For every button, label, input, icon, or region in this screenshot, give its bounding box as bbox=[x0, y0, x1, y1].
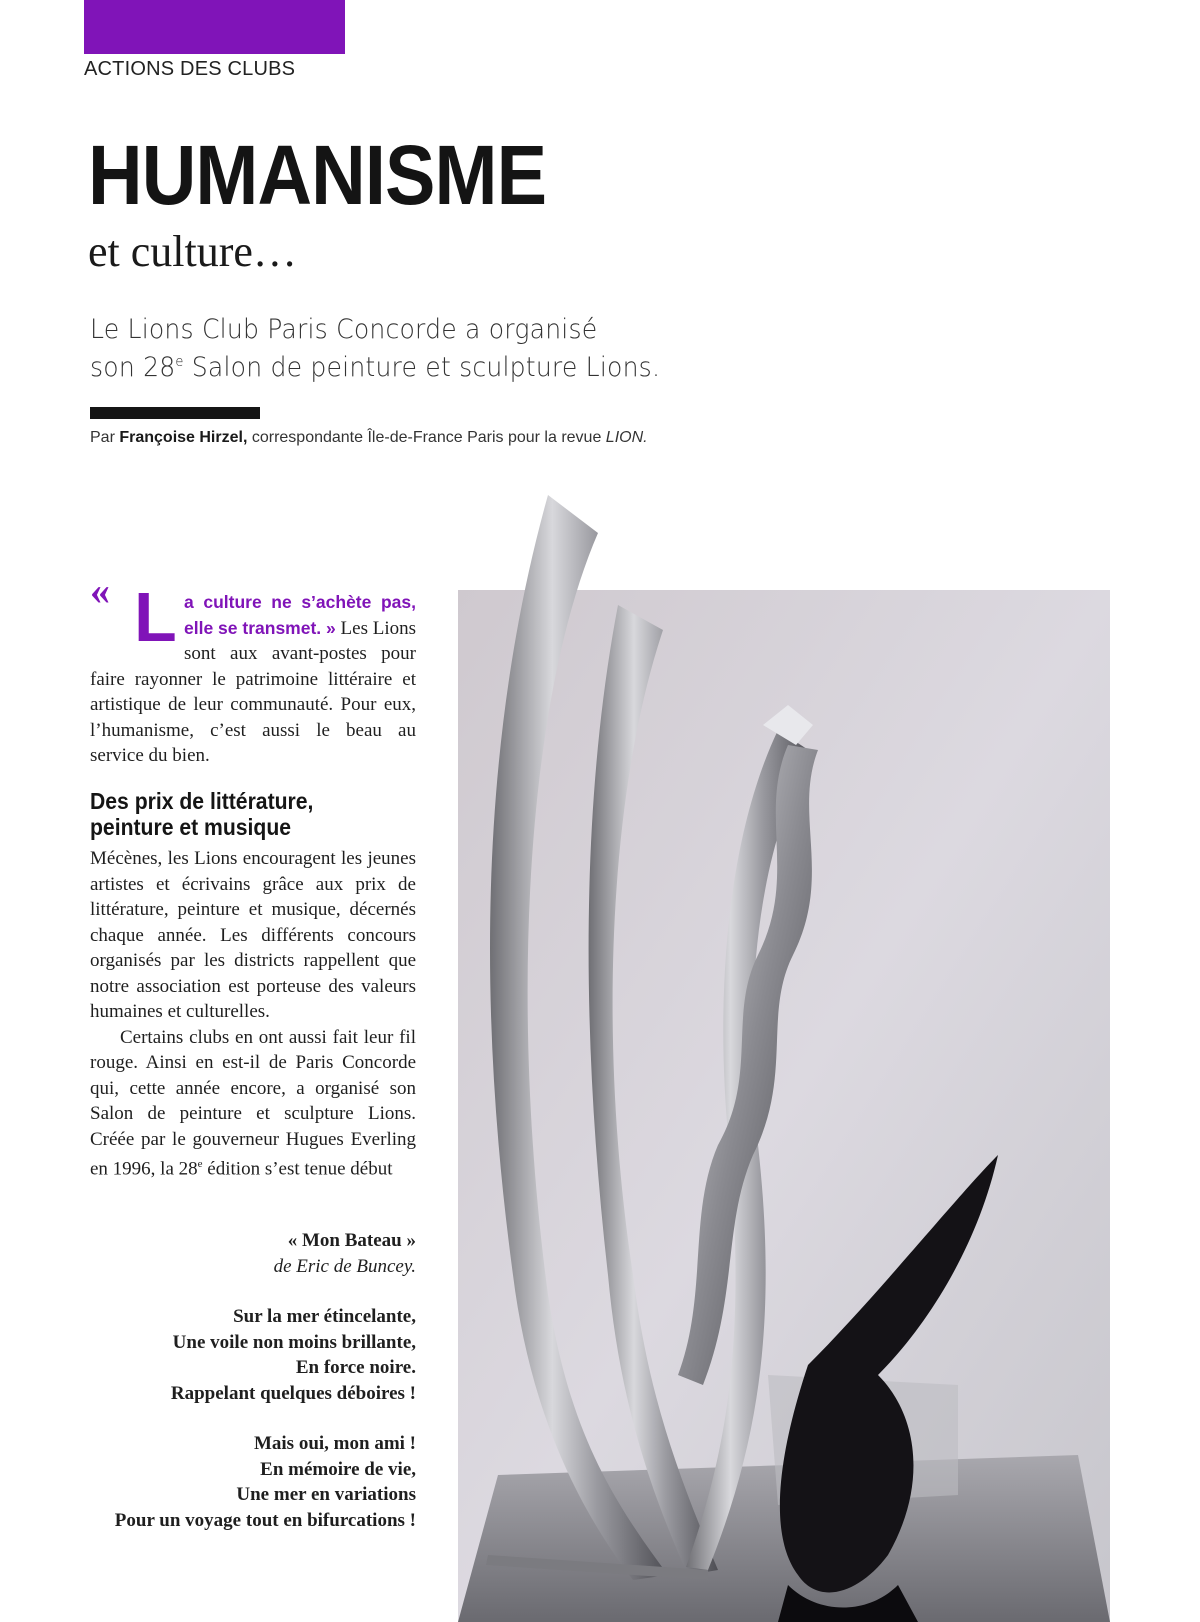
article-lead bbox=[90, 313, 660, 384]
lead-superscript: e bbox=[175, 354, 184, 370]
body-text: Certains clubs en ont aussi fait leur fil rouge. Ainsi en est-il de Paris Concorde qui, cette année encore, a organisé son Salon de peinture et sculpture Lions. Créée par le gouverneur Hugues Everling en 1996, la 28 bbox=[90, 1026, 416, 1180]
poem-title: « Mon Bateau » bbox=[287, 1230, 416, 1251]
poem-line: Mais oui, mon ami ! bbox=[253, 1433, 416, 1454]
drop-cap: L bbox=[134, 578, 177, 656]
byline-role: correspondante Île-de-France Paris pour la revue bbox=[247, 429, 606, 446]
lead-text: son 28 bbox=[90, 352, 176, 383]
body-paragraph bbox=[90, 1025, 416, 1182]
lead-line-1: Le Lions Club Paris Concorde a organisé bbox=[90, 314, 598, 345]
poem-author: de Eric de Buncey. bbox=[273, 1255, 416, 1277]
poem-stanza-1 bbox=[90, 1304, 416, 1406]
section-heading: Des prix de littérature, peinture et musique bbox=[90, 788, 314, 840]
byline bbox=[90, 429, 648, 447]
poem-line: En mémoire de vie, bbox=[260, 1458, 416, 1480]
article-body bbox=[90, 846, 416, 1182]
poem-line: Une mer en variations bbox=[236, 1484, 416, 1505]
byline-author: Françoise Hirzel, bbox=[119, 429, 248, 446]
byline-magazine: LION. bbox=[605, 429, 648, 446]
body-text: édition s’est tenue début bbox=[202, 1158, 393, 1180]
section-color-bar bbox=[84, 0, 345, 54]
poem-line: Une voile non moins brillante, bbox=[172, 1331, 416, 1353]
poem bbox=[90, 1228, 416, 1558]
poem-stanza-2 bbox=[90, 1431, 416, 1533]
divider-bar bbox=[90, 407, 260, 419]
intro-paragraph bbox=[90, 568, 417, 769]
lead-line-2 bbox=[90, 346, 660, 384]
intro-body: Les Lions sont aux avant-postes pour faire rayonner le patrimoine littéraire et artistique de leur communauté. Pour eux, l’humanisme, c’est aussi le beau au service du bien. bbox=[90, 617, 417, 766]
poem-line: Sur la mer étincelante, bbox=[233, 1306, 416, 1327]
article-subtitle: et culture… bbox=[88, 227, 297, 276]
quote-mark: « bbox=[90, 568, 110, 613]
body-superscript: e bbox=[197, 1158, 203, 1170]
section-label: ACTIONS DES CLUBS bbox=[84, 58, 296, 80]
body-paragraph: Mécènes, les Lions encouragent les jeunes artistes et écrivains grâce aux prix de littérature, peinture et musique, décernés chaque année. Les différents concours organisés par les districts rappellent que notre association est porteuse des valeurs humaines et culturelles. bbox=[90, 848, 416, 1022]
intro-highlight: a culture ne s’achète pas, elle se transmet. » bbox=[184, 592, 416, 638]
lead-text: Salon de peinture et sculpture Lions. bbox=[183, 352, 661, 383]
article-title: HUMANISME bbox=[88, 128, 547, 222]
poem-line: Rappelant quelques déboires ! bbox=[170, 1382, 416, 1404]
poem-line: Pour un voyage tout en bifurcations ! bbox=[114, 1509, 416, 1531]
byline-prefix: Par bbox=[90, 429, 120, 446]
poem-line: En force noire. bbox=[295, 1357, 416, 1378]
sculpture-photo bbox=[458, 495, 1110, 1622]
